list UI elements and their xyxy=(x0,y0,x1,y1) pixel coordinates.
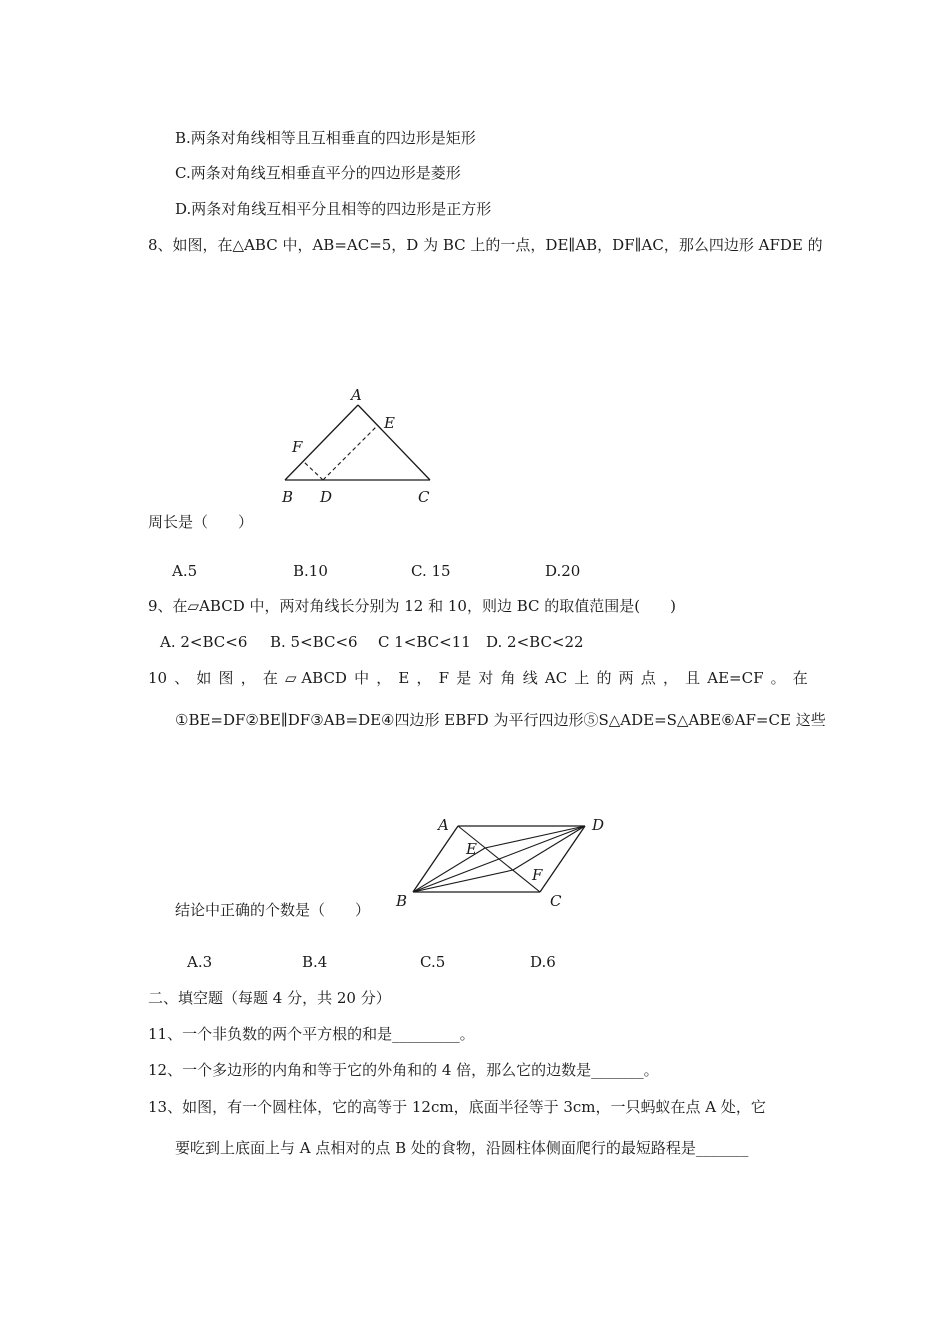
section-2-title: 二、填空题（每题 4 分，共 20 分） xyxy=(148,989,391,1007)
q10-label-a: A xyxy=(438,816,449,834)
q10-label-b: B xyxy=(396,892,408,910)
q8-stem-continued: 周长是（ ） xyxy=(148,513,254,531)
q9-option-d: D. 2<BC<22 xyxy=(486,633,584,651)
q8-option-b: B.10 xyxy=(293,562,328,580)
q9-option-c: C 1<BC<11 xyxy=(378,633,471,651)
q10-label-d: D xyxy=(592,816,605,834)
q7-option-d: D.两条对角线互相平分且相等的四边形是正方形 xyxy=(175,200,492,218)
q8-option-c: C. 15 xyxy=(411,562,451,580)
q8-option-d: D.20 xyxy=(545,562,581,580)
q10-option-d: D.6 xyxy=(530,953,556,971)
q13-stem-line1: 13、如图，有一个圆柱体，它的高等于 12cm，底面半径等于 3cm，一只蚂蚁在点 A 处，它 xyxy=(148,1098,766,1116)
q8-option-a: A.5 xyxy=(172,562,198,580)
q10-option-c: C.5 xyxy=(420,953,446,971)
q7-option-b: B.两条对角线相等且互相垂直的四边形是矩形 xyxy=(175,129,476,147)
q10-option-b: B.4 xyxy=(302,953,328,971)
q13-stem-line2: 要吃到上底面上与 A 点相对的点 B 处的食物，沿圆柱体侧面爬行的最短路程是_______ xyxy=(175,1139,749,1157)
q10-parallelogram-figure xyxy=(390,810,620,915)
q12-stem: 12、一个多边形的内角和等于它的外角和的 4 倍，那么它的边数是_______。 xyxy=(148,1061,659,1079)
q9-option-b: B. 5<BC<6 xyxy=(270,633,358,651)
q10-label-f: F xyxy=(532,866,543,884)
q11-stem: 11、一个非负数的两个平方根的和是_________。 xyxy=(148,1025,475,1043)
q8-label-b: B xyxy=(282,488,294,506)
q8-triangle-figure xyxy=(270,380,450,510)
q10-option-a: A.3 xyxy=(187,953,213,971)
q8-label-e: E xyxy=(384,414,395,432)
q8-stem: 8、如图，在△ABC 中，AB=AC=5，D 为 BC 上的一点，DE∥AB，DF∥AC，那么四边形 AFDE 的 xyxy=(148,236,823,254)
q8-label-d: D xyxy=(320,488,333,506)
q9-option-a: A. 2<BC<6 xyxy=(160,633,248,651)
q8-label-c: C xyxy=(418,488,430,506)
q10-label-c: C xyxy=(550,892,562,910)
q9-stem: 9、在▱ABCD 中，两对角线长分别为 12 和 10，则边 BC 的取值范围是( ) xyxy=(148,597,676,615)
q10-stem-line2: ①BE=DF②BE∥DF③AB=DE④四边形 EBFD 为平行四边形⑤S△ADE=S△ABE⑥AF=CE 这些 xyxy=(175,711,826,729)
q8-label-f: F xyxy=(292,438,303,456)
q8-label-a: A xyxy=(351,386,362,404)
q10-stem: 10 、 如 图 ， 在 ▱ ABCD 中 ， E ， F 是 对 角 线 AC 上 的 两 点 ， 且 AE=CF 。 在 xyxy=(148,669,808,687)
q7-option-c: C.两条对角线互相垂直平分的四边形是菱形 xyxy=(175,164,461,182)
q10-stem-continued: 结论中正确的个数是（ ） xyxy=(175,901,371,919)
q10-label-e: E xyxy=(466,840,477,858)
